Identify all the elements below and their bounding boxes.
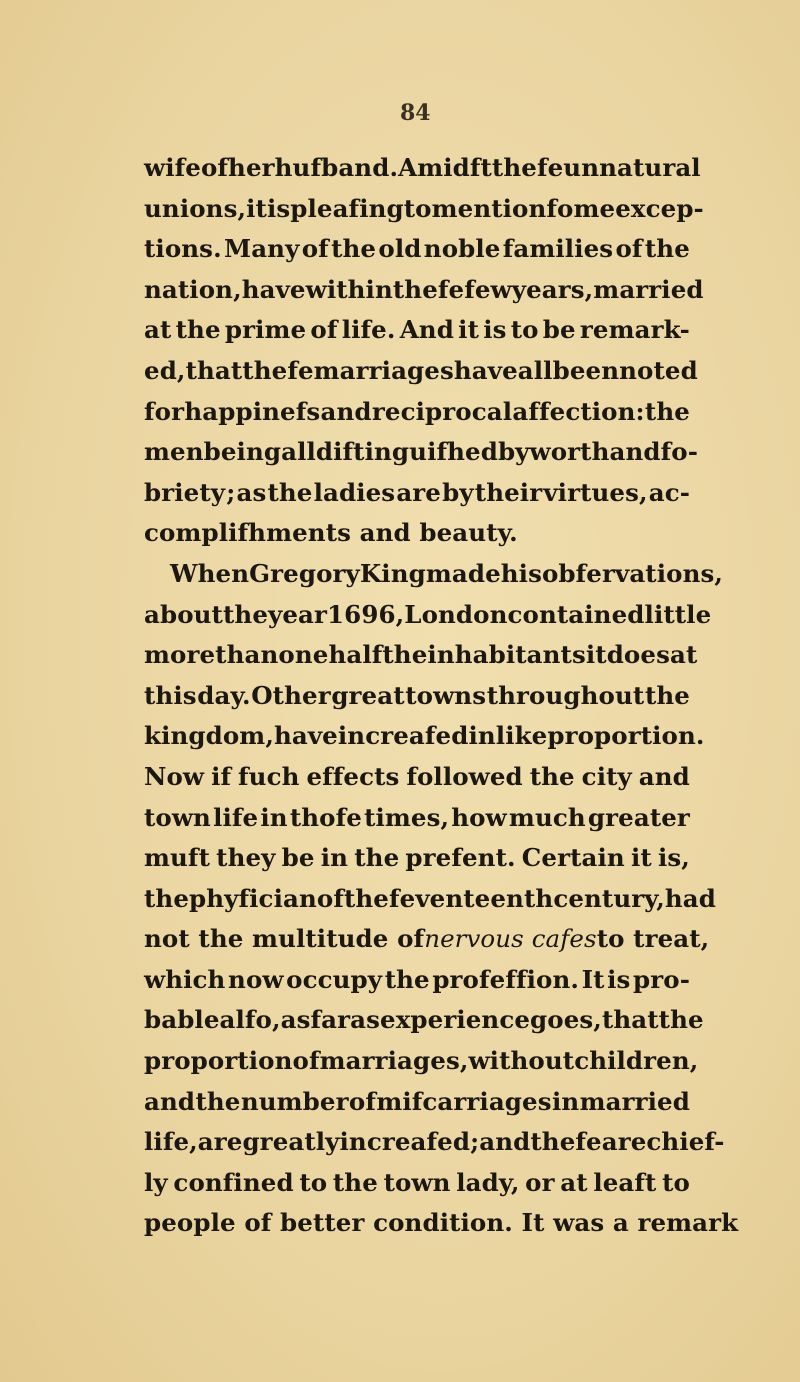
text-line: complifhments and beauty. <box>144 518 518 548</box>
text-line: bable alfo, as far as experience goes, that the <box>144 1005 704 1035</box>
text-line: nation, have within thefe few years, married <box>144 274 704 304</box>
text-span: to treat, <box>596 924 710 954</box>
text-line: more than one half the inhabitants it does at <box>144 640 698 670</box>
text-line: town life in thofe times, how much greater <box>144 802 690 832</box>
text-line: life, are greatly increafed ; and thefe are chief- <box>144 1127 725 1157</box>
text-line: people of better condition. It was a remark <box>144 1208 739 1238</box>
page-number: 84 <box>400 100 431 126</box>
text-line: about the year 1696, London contained little <box>144 599 712 629</box>
text-line: men being all diftinguifhed by worth and fo- <box>144 437 698 467</box>
text-line: briety ; as the ladies are by their virtues, ac- <box>144 477 690 507</box>
italic-phrase: nervous cafes <box>424 924 597 954</box>
text-line: tions. Many of the old noble families of the <box>144 234 690 264</box>
text-line: for happinefs and reciprocal affection: the <box>144 396 690 426</box>
text-line: and the number of mifcarriages in married <box>144 1086 690 1116</box>
text-line: this day. Other great towns throughout the <box>144 680 690 710</box>
text-line: When Gregory King made his obfervations, <box>170 558 724 588</box>
text-line: kingdom, have increafed in like proportion. <box>144 721 705 751</box>
text-line: which now occupy the profeffion. It is pro- <box>144 964 690 994</box>
text-line: ed, that thefe marriages have all been noted <box>144 355 698 385</box>
text-line: Now if fuch effects followed the city and <box>144 761 690 791</box>
text-line: muft they be in the prefent. Certain it is, <box>144 843 690 873</box>
text-line: wife of her hufband. Amidft thefe unnatural <box>144 153 701 182</box>
text-line: the phyfician of the feventeenth century, had <box>144 883 717 913</box>
body-text <box>144 148 739 1244</box>
text-line-mixed <box>144 919 710 960</box>
text-line: proportion of marriages, without children, <box>144 1046 699 1076</box>
text-span: not the multitude of <box>144 924 425 954</box>
text-line: unions, it is pleafing to mention fome excep- <box>144 193 704 223</box>
text-line: at the prime of life. And it is to be remark- <box>144 315 690 345</box>
text-line: ly confined to the town lady, or at leaft to <box>144 1167 690 1197</box>
